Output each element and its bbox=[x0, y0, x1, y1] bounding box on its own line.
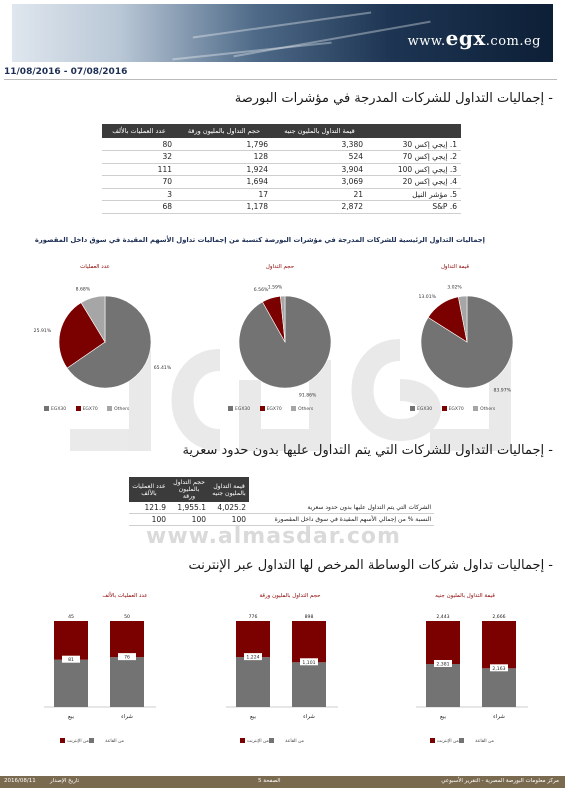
pie-data-label: 3.02% bbox=[447, 285, 462, 291]
table-row bbox=[102, 151, 461, 164]
bar-category-label: بيع bbox=[439, 714, 447, 720]
pie-data-label: 6.56% bbox=[253, 288, 269, 294]
cell-volume: 17 bbox=[176, 188, 272, 201]
pie-data-label: 83.97% bbox=[493, 388, 512, 394]
cell-value: 100 bbox=[209, 514, 249, 526]
col-volume: حجم التداول بالمليون ورقة bbox=[176, 124, 272, 138]
cell-value: 21 bbox=[272, 188, 367, 201]
bar-segment-floor bbox=[482, 621, 516, 668]
bar-data-label: 1,224 bbox=[246, 655, 260, 661]
footer-date: 2016/08/11 bbox=[4, 778, 36, 784]
cell-value: 3,380 bbox=[272, 138, 367, 151]
col-name bbox=[249, 477, 434, 502]
cell-volume: 100 bbox=[169, 514, 209, 526]
bar-segment-internet bbox=[54, 660, 88, 707]
cell-name: 1. إيجي إكس 30 bbox=[367, 138, 461, 151]
col-volume: حجم التداول بالمليون ورقة bbox=[169, 477, 209, 502]
pie3-legend: EGX30 EGX70 Others bbox=[410, 406, 503, 412]
bar-category-label: بيع bbox=[67, 714, 75, 720]
col-name bbox=[367, 124, 461, 138]
pie3-title: قيمة التداول bbox=[440, 264, 470, 270]
bar-segment-floor bbox=[426, 621, 460, 664]
col-trades: عدد العمليات بالألف bbox=[129, 477, 169, 502]
bar-category-label: شراء bbox=[303, 714, 315, 720]
cell-name: النسبة % من إجمالي الأسهم المقيدة في سوق داخل المقصورة bbox=[249, 514, 434, 526]
pie2-legend: EGX30 EGX70 Others bbox=[228, 406, 321, 412]
pie-data-label: 13.01% bbox=[418, 295, 436, 301]
bar-total-label: 776 bbox=[248, 615, 258, 620]
egx-logo[interactable]: www.egx.com.eg bbox=[407, 26, 541, 50]
cell-value: 3,069 bbox=[272, 176, 367, 189]
cell-trades: 111 bbox=[102, 163, 176, 176]
footer-source: مركز معلومات البورصة المصرية - التقرير الأسبوعي bbox=[441, 778, 559, 784]
pie2-title: حجم التداول bbox=[265, 264, 295, 270]
bar3-legend: من القاعة من الإنترنت bbox=[430, 738, 502, 744]
table-row bbox=[102, 163, 461, 176]
bar-total-label: 898 bbox=[304, 615, 314, 620]
col-trades: عدد العمليات بالألف bbox=[102, 124, 176, 138]
section2-title: - إجماليات التداول للشركات التي يتم التداول عليها بدون حدود سعرية bbox=[182, 443, 553, 458]
bar-category-label: شراء bbox=[493, 714, 505, 720]
bar-chart-volume bbox=[222, 612, 342, 727]
cell-volume: 1,955.1 bbox=[169, 502, 209, 514]
date-range: 11/08/2016 - 07/08/2016 bbox=[4, 67, 128, 77]
header-banner bbox=[12, 4, 553, 62]
bar-total-label: 2,443 bbox=[436, 615, 450, 620]
bar-segment-floor bbox=[236, 621, 270, 657]
pie-data-label: 25.91% bbox=[33, 329, 52, 334]
no-limit-table bbox=[129, 477, 434, 526]
cell-trades: 32 bbox=[102, 151, 176, 164]
page-footer bbox=[0, 776, 565, 788]
pie-chart-value bbox=[402, 280, 532, 400]
bar-total-label: 2,666 bbox=[492, 615, 506, 620]
bar-data-label: 2,381 bbox=[436, 662, 450, 668]
cell-volume: 1,178 bbox=[176, 201, 272, 214]
watermark-text: www.almasdar.com bbox=[146, 524, 401, 549]
bar-data-label: 81 bbox=[68, 658, 74, 664]
bar-segment-floor bbox=[54, 621, 88, 660]
cell-name: 3. إيجي إكس 100 bbox=[367, 163, 461, 176]
cell-name: الشركات التي يتم التداول عليها بدون حدود سعرية bbox=[249, 502, 434, 514]
indices-table bbox=[102, 124, 461, 214]
divider bbox=[4, 79, 557, 80]
footer-page: الصفحة 5 bbox=[258, 778, 281, 784]
table-row bbox=[102, 201, 461, 214]
bar-data-label: 1,101 bbox=[302, 660, 316, 666]
cell-volume: 1,694 bbox=[176, 176, 272, 189]
cell-trades: 80 bbox=[102, 138, 176, 151]
bar2-title: حجم التداول بالمليون ورقة bbox=[259, 593, 321, 599]
bar-segment-internet bbox=[482, 668, 516, 707]
pie1-title: عدد العمليات bbox=[80, 264, 110, 270]
cell-value: 3,904 bbox=[272, 163, 367, 176]
cell-volume: 1,924 bbox=[176, 163, 272, 176]
cell-value: 524 bbox=[272, 151, 367, 164]
table-row bbox=[102, 188, 461, 201]
bar-chart-value bbox=[412, 612, 532, 727]
bar1-legend: من القاعة من الإنترنت bbox=[60, 738, 132, 744]
pie-data-label: 65.41% bbox=[153, 366, 172, 372]
bar-segment-floor bbox=[292, 621, 326, 662]
table-row bbox=[102, 138, 461, 151]
bar-data-label: 2,163 bbox=[492, 666, 506, 672]
pie1-legend: EGX30 EGX70 Others bbox=[44, 406, 137, 412]
cell-name: S&P .6 bbox=[367, 201, 461, 214]
cell-trades: 121.9 bbox=[129, 502, 169, 514]
bar-total-label: 45 bbox=[68, 615, 74, 620]
bar-segment-internet bbox=[292, 662, 326, 707]
table-row bbox=[102, 176, 461, 189]
cell-value: 4,025.2 bbox=[209, 502, 249, 514]
bar-chart-trades bbox=[40, 612, 160, 727]
cell-value: 2,872 bbox=[272, 201, 367, 214]
pie-data-label: 91.86% bbox=[298, 393, 317, 399]
cell-volume: 1,796 bbox=[176, 138, 272, 151]
cell-trades: 100 bbox=[129, 514, 169, 526]
bar1-title: عدد العمليات بالألف bbox=[102, 593, 148, 599]
bar-category-label: شراء bbox=[121, 714, 133, 720]
pie-data-label: 8.68% bbox=[75, 287, 91, 293]
pie-section-caption: إجماليات التداول الرئيسية للشركات المدرجة في مؤشرات البورصة كنسبة من إجماليات تداول الأسهم المقيدة في سوق داخل المقصورة bbox=[34, 236, 485, 244]
cell-trades: 68 bbox=[102, 201, 176, 214]
section1-title: - إجماليات التداول للشركات المدرجة في مؤشرات البورصة bbox=[234, 91, 553, 106]
cell-trades: 3 bbox=[102, 188, 176, 201]
footer-date-label: تاريخ الإصدار bbox=[50, 778, 80, 784]
bar-segment-floor bbox=[110, 621, 144, 657]
cell-volume: 128 bbox=[176, 151, 272, 164]
bar-total-label: 50 bbox=[124, 615, 130, 620]
col-value: قيمة التداول بالمليون جنيه bbox=[272, 124, 367, 138]
bar-segment-internet bbox=[426, 664, 460, 707]
bar-category-label: بيع bbox=[249, 714, 257, 720]
bar-segment-internet bbox=[236, 657, 270, 707]
table-row bbox=[129, 502, 434, 514]
cell-name: 5. مؤشر النيل bbox=[367, 188, 461, 201]
cell-trades: 70 bbox=[102, 176, 176, 189]
section3-title: - إجماليات تداول شركات الوساطة المرخص لها التداول عبر الإنترنت bbox=[188, 558, 553, 573]
bar-data-label: 76 bbox=[124, 655, 130, 661]
cell-name: 2. إيجي إكس 70 bbox=[367, 151, 461, 164]
bar-segment-internet bbox=[110, 657, 144, 707]
bar2-legend: من القاعة من الإنترنت bbox=[240, 738, 312, 744]
col-value: قيمة التداول بالمليون جنيه bbox=[209, 477, 249, 502]
pie-chart-volume bbox=[220, 280, 350, 400]
bar3-title: قيمة التداول بالمليون جنيه bbox=[435, 593, 495, 599]
pie-data-label: 1.59% bbox=[267, 285, 283, 291]
cell-name: 4. إيجي إكس 20 bbox=[367, 176, 461, 189]
pie-chart-trades bbox=[33, 280, 172, 400]
